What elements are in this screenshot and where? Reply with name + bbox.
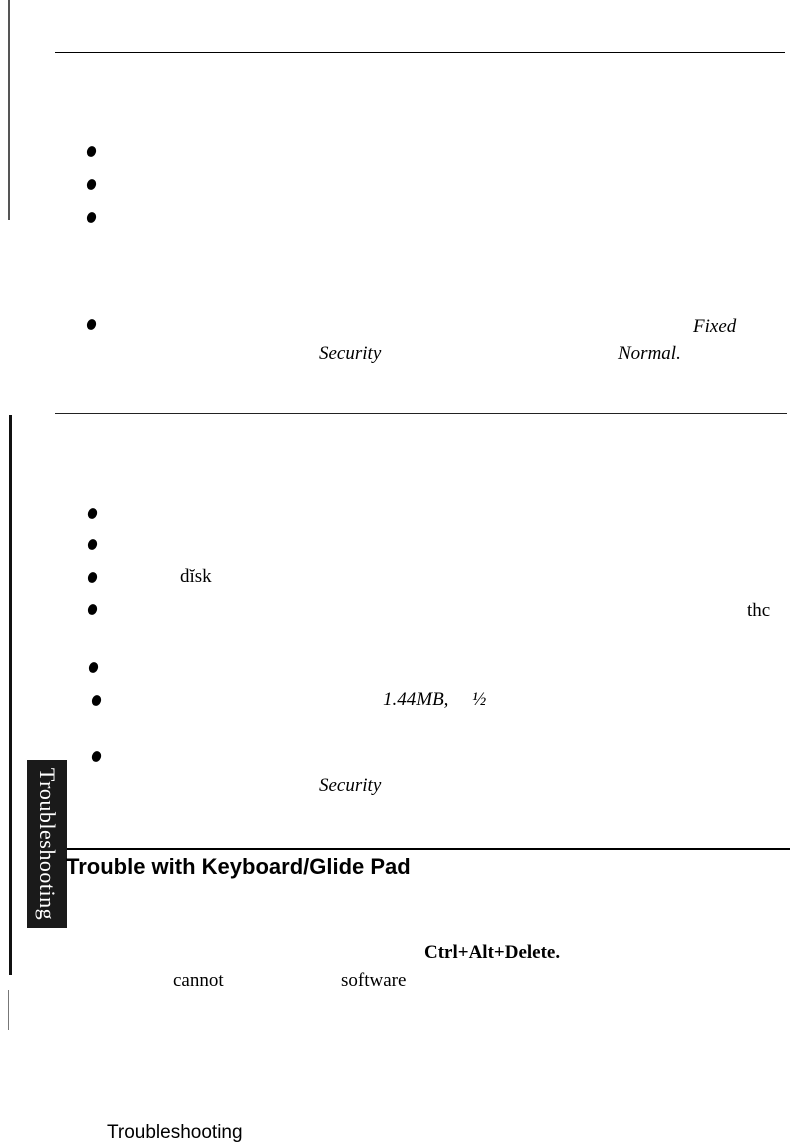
section-divider-top — [55, 52, 785, 53]
bullet-8 — [86, 603, 98, 616]
security-word: Security — [319, 343, 382, 364]
bullet-7 — [86, 571, 98, 584]
section-heading: Trouble with Keyboard/Glide Pad — [66, 854, 411, 879]
section-divider-middle — [55, 413, 787, 414]
bullet-1 — [85, 145, 97, 158]
half-fraction: ½ — [472, 689, 487, 710]
bullet-2 — [85, 178, 97, 191]
normal-word: Normal. — [618, 343, 681, 364]
security-word-2: Security — [319, 775, 382, 796]
cannot-word: cannot — [173, 970, 224, 991]
bullet-10 — [90, 694, 102, 707]
scan-edge-bottom — [8, 990, 9, 1030]
section-tab — [27, 760, 67, 928]
bullet-6 — [86, 538, 98, 551]
keys-text: Ctrl+Alt+Delete. — [424, 942, 561, 963]
bullet-11 — [90, 750, 102, 763]
software-word: software — [341, 970, 407, 991]
scan-edge-top — [8, 0, 10, 220]
page-footer: Troubleshooting — [107, 1122, 243, 1143]
disk-word: dĭsk — [180, 566, 212, 587]
bullet-3 — [85, 211, 97, 224]
fixed-word: Fixed — [693, 316, 737, 337]
bullet-4 — [85, 318, 97, 331]
bullet-9 — [87, 661, 99, 674]
section-divider-bottom — [67, 848, 790, 850]
section-tab-label: Troubleshooting — [35, 767, 60, 921]
the-word: thc — [747, 600, 771, 621]
bullet-5 — [86, 507, 98, 520]
capacity-text: 1.44MB, — [383, 689, 449, 710]
scan-edge-middle — [9, 415, 12, 975]
